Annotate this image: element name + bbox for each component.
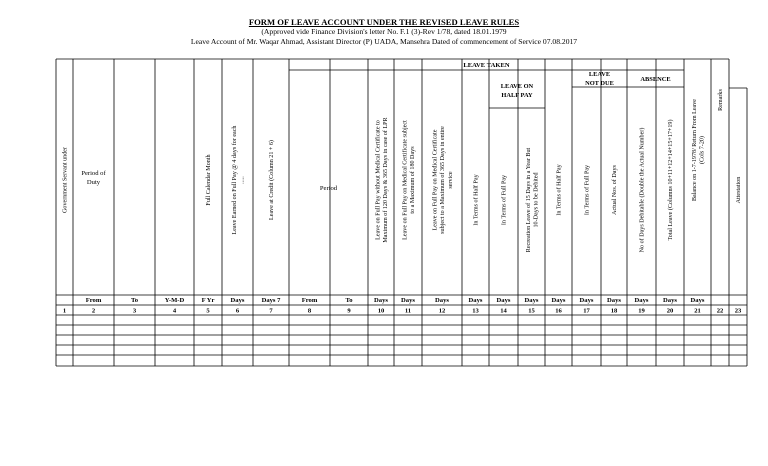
column-number: 15 <box>528 307 535 315</box>
column-number: 7 <box>269 307 273 315</box>
absence-header: ABSENCE <box>640 76 671 83</box>
attestation-header: Attestation <box>736 176 743 204</box>
unit-label: Days <box>468 297 483 304</box>
column-number: 5 <box>206 307 210 315</box>
approval-line: (Approved vide Finance Division's letter No. F.1 (3)-Rev 1/78, dated 18.01.1979 <box>261 27 507 36</box>
col-7-header: Leave at Credit (Column 21 + 6) <box>269 140 276 220</box>
col-6-header: ..... <box>239 176 246 184</box>
unit-label: Days <box>663 297 677 304</box>
column-number: 22 <box>716 307 724 315</box>
col-17-header: In Terms of Full Pay <box>584 164 591 216</box>
unit-label: Days <box>690 297 705 304</box>
column-number: 19 <box>638 307 645 315</box>
col-16-header: In Terms of Half Pay <box>556 164 563 216</box>
column-number: 23 <box>734 307 742 315</box>
col-20-header: Total Leave (Columns 10+11+12+14+15+17+19) <box>668 119 675 241</box>
not-due-header: NOT DUE <box>585 80 614 87</box>
form-title: FORM OF LEAVE ACCOUNT UNDER THE REVISED LEAVE RULES <box>248 17 520 27</box>
col-18-header: Actual Nos. of Days <box>612 165 619 215</box>
unit-label: Days <box>524 297 539 304</box>
column-number: 18 <box>610 307 618 315</box>
column-number: 20 <box>666 307 674 315</box>
account-line: Leave Account of Mr. Waqar Ahmad, Assistant Director (P) UADA, Mansehra Dated of commencement of Service 07.08.2017 <box>190 37 578 46</box>
col-12-header: service <box>447 171 454 189</box>
col-10-header: Maximum of 120 Days & 365 Days in case of LPR <box>382 117 389 243</box>
unit-label: Days <box>374 297 388 304</box>
unit-label: To <box>345 297 353 304</box>
col-12-header: subject to a Maximum of 365 Days in entire <box>440 126 447 234</box>
col-15-header: 10-Days to be Debited <box>533 172 540 228</box>
col-21-header: Balance on 1-7-1978/ Return From Leave <box>691 98 698 202</box>
unit-label: Days <box>496 297 511 304</box>
column-number: 21 <box>694 307 701 315</box>
unit-label: Days <box>607 297 621 304</box>
unit-label: Days <box>579 297 594 304</box>
col-11-header: Leave on Full Pay on Medical Certificate subject <box>402 120 409 240</box>
unit-label: Days <box>551 297 566 304</box>
column-number: 2 <box>91 307 96 315</box>
unit-label: Days <box>435 297 449 304</box>
unit-label: Days <box>230 297 245 304</box>
col-11-header: to a Maximum of 180 Days <box>409 146 416 214</box>
unit-label: Y-M-D <box>164 297 185 304</box>
column-number: 16 <box>555 307 562 315</box>
unit-label: Days <box>634 297 649 304</box>
col-21-header: (Cols 7-20) <box>699 136 706 164</box>
column-number: 9 <box>347 307 351 315</box>
leave-taken-header: LEAVE TAKEN <box>463 62 510 69</box>
period-header: Period <box>319 185 338 192</box>
col-10-header: Leave on Full Pay without Medical Certificate to <box>375 120 382 240</box>
unit-label: Days 7 <box>261 297 281 304</box>
unit-label: Days <box>401 297 415 304</box>
column-number: 14 <box>500 307 507 315</box>
unit-label: From <box>85 297 102 304</box>
column-number: 12 <box>438 307 446 315</box>
column-number: 3 <box>132 307 137 315</box>
col-19-header: No of Days Debitable (Double the Actual Number) <box>639 127 646 253</box>
col-1-header: Government Servant under <box>62 147 69 213</box>
half-pay-header: LEAVE ON <box>500 83 534 90</box>
col-15-header: Recreation Leave of 15 Days in a Year But <box>525 147 532 253</box>
not-due-header: LEAVE <box>588 71 611 78</box>
column-number: 1 <box>62 307 67 315</box>
column-number: 4 <box>172 307 177 315</box>
column-number: 6 <box>235 307 240 315</box>
column-number: 10 <box>377 307 385 315</box>
period-of-duty-header: Duty <box>86 179 101 186</box>
column-number: 8 <box>307 307 312 315</box>
col-14-header: In Terms of Full Pay <box>501 174 508 226</box>
column-number: 17 <box>583 307 590 315</box>
unit-label: F Yr <box>201 297 215 304</box>
col-6-header: Leave Earned on Full Pay @ 4 days for each <box>231 125 238 235</box>
col-5-header: Full Calendar Month <box>206 154 213 206</box>
unit-label: From <box>301 297 318 304</box>
period-of-duty-header: Period of <box>81 170 106 177</box>
half-pay-header: HALF PAY <box>501 92 533 99</box>
unit-label: To <box>130 297 139 304</box>
column-number: 13 <box>472 307 479 315</box>
column-number: 11 <box>404 307 412 315</box>
remarks-header: Remarks <box>718 89 725 111</box>
col-13-header: In Terms of Half Pay <box>473 174 480 226</box>
col-12-header: Leave on Full Pay on Medical Certificate <box>432 129 439 231</box>
